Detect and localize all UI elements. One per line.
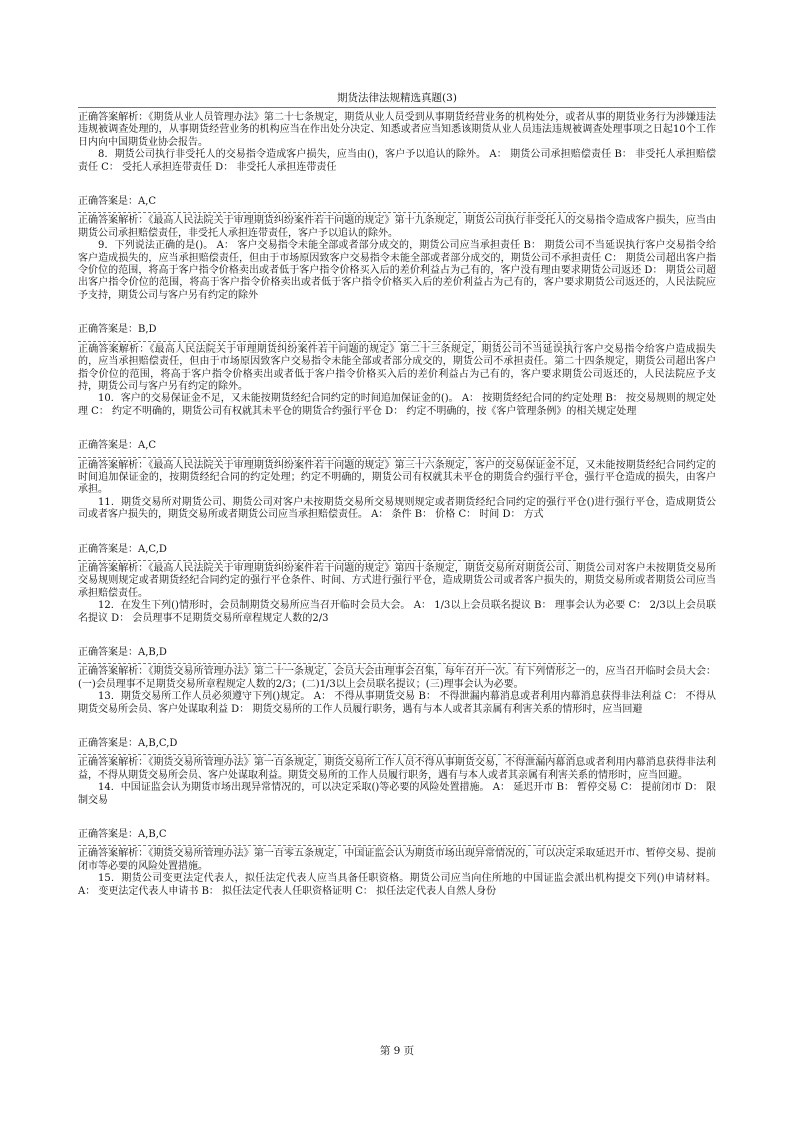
- answer-key: 正确答案是：A,B,C: [78, 829, 167, 841]
- dashed-divider: [78, 754, 578, 755]
- question-item: 14．中国证监会认为期货市场出现异常情况的，可以决定采取()等必要的风险处置措施。 A： 延迟开市 B： 暂停交易 C： 提前闭市 D： 限制交易: [78, 782, 716, 806]
- header-divider: [78, 107, 716, 108]
- dashed-divider: [78, 663, 578, 664]
- question-item: 9．下列说法正确的是()。 A： 客户交易指令未能全部或者部分成交的，期货公司应当承担责任 B： 期货公司不当延误执行客户交易指令给客户造成损失的，应当承担赔偿责任，但由于市场原因致客户交易指令未能全部或者部分成交的，期货公司不承担责任 C： 期货公司超出客户指令价位的范围，将高于客户指令价格卖出或者低于客户指令价格买入后的差价利益占为己有的，客户没有理由要求期货公司返还 D： 期货公司超出客户指令价位的范围，将高于客户指令价格卖出或者低于客户指令价格买入后的差价利益占为己有的，客户要求期货公司返还的，人民法院应予支持，期货公司与客户另有约定的除外: [78, 240, 716, 301]
- answer-explanation: 正确答案解析：《最高人民法院关于审理期货纠纷案件若干问题的规定》第二十三条规定，期货公司不当延误执行客户交易指令给客户造成损失的，应当承担赔偿责任，但由于市场原因致客户交易指令未能全部或者部分成交的，期货公司不承担责任。第二十四条规定，期货公司超出客户指令价位的范围，将高于客户指令价格卖出或者低于客户指令价格买入后的差价利益占为己有的，客户要求期货公司返还的，人民法院应予支持，期货公司与客户另有约定的除外。: [78, 343, 716, 392]
- answer-explanation: 正确答案解析：《最高人民法院关于审理期货纠纷案件若干问题的规定》第三十六条规定，客户的交易保证金不足，又未能按期货经纪合同约定的时间追加保证金的，按期货经纪合同的约定处理；约定不明确的，期货公司有权就其未平仓的期货合约强行平仓，强行平仓造成的损失，由客户承担。: [78, 459, 716, 496]
- answer-explanation: 正确答案解析：《期货交易所管理办法》第二十一条规定，会员大会由理事会召集，每年召开一次。有下列情形之一的，应当召开临时会员大会：(一)会员理事不足期货交易所章程规定人数的2/3；(二)1/3以上会员联名提议；(三)理事会认为必要。: [78, 666, 716, 690]
- question-item: 13．期货交易所工作人员必须遵守下列()规定。 A： 不得从事期货交易 B： 不得泄漏内幕消息或者利用内幕消息获得非法利益 C： 不得从期货交易所会员、客户处谋取利益 D： 期货交易所的工作人员履行职务，遇有与本人或者其亲属有利害关系的情形时，应当回避: [78, 691, 716, 715]
- question-item: 11．期货交易所对期货公司、期货公司对客户未按期货交易所交易规则规定或者期货经纪合同约定的强行平仓()进行强行平仓，造成期货公司或者客户损失的，期货交易所或者期货公司应当承担赔偿责任。 A： 条件 B： 价格 C： 时间 D： 方式: [78, 496, 716, 521]
- answer-key: 正确答案是：A,C: [78, 440, 157, 452]
- answer-key: 正确答案是：B,D: [78, 324, 157, 336]
- question-item: 10．客户的交易保证金不足，又未能按期货经纪合同约定的时间追加保证金的()。 A： 按期货经纪合同的约定处理 B： 按交易规则的规定处理 C： 约定不明确的，期货公司有权就其未平仓的期货合约强行平仓 D： 约定不明确的，按《客户管理条例》的相关规定处理: [78, 393, 716, 417]
- question-item: 15．期货公司变更法定代表人，拟任法定代表人应当具备任职资格。期货公司应当向住所地的中国证监会派出机构提交下列()申请材料。 A： 变更法定代表人申请书 B： 拟任法定代表人任职资格证明 C： 拟任法定代表人自然人身份: [78, 873, 716, 897]
- answer-key: 正确答案是：A,B,D: [78, 647, 167, 658]
- page-title: 期货法律法规精选真题(3): [337, 92, 457, 104]
- dashed-divider: [78, 560, 578, 561]
- question-item: 12．在发生下列()情形时，会员制期货交易所应当召开临时会员大会。 A： 1/3以上会员联名提议 B： 理事会认为必要 C： 2/3以上会员联名提议 D： 会员理事不足期货交易所章程规定人数的2/3: [78, 600, 716, 624]
- answer-explanation: 正确答案解析：《期货从业人员管理办法》第二十七条规定，期货从业人员受到从事期货经营业务的机构处分，或者从事的期货业务行为涉嫌违法违规被调查处理的，从事期货经营业务的机构应当在作出处分决定、知悉或者应当知悉该期货从业人员违法违规被调查处理事项之日起10个工作日内向中国期货业协会报告。: [78, 112, 716, 148]
- page-number: 第 9 页: [379, 1045, 415, 1057]
- page-body: [78, 112, 716, 898]
- dashed-divider: [78, 845, 578, 846]
- question-item: 8．期货公司执行非受托人的交易指令造成客户损失，应当由()，客户予以追认的除外。 A： 期货公司承担赔偿责任 B： 非受托人承担赔偿责任 C： 受托人承担连带责任 D： 非受托人承担连带责任: [78, 149, 716, 173]
- answer-key: 正确答案是：A,C,D: [78, 543, 167, 555]
- dashed-divider: [78, 212, 578, 213]
- answer-explanation: 正确答案解析：《期货交易所管理办法》第一百条规定，期货交易所工作人员不得从事期货交易，不得泄漏内幕消息或者利用内幕消息获得非法利益，不得从期货交易所会员、客户处谋取利益。期货交易所的工作人员履行职务，遇有与本人或者其亲属有利害关系的情形时，应当回避。: [78, 757, 716, 781]
- answer-explanation: 正确答案解析：《最高人民法院关于审理期货纠纷案件若干问题的规定》第四十条规定，期货交易所对期货公司、期货公司对客户未按期货交易所交易规则规定或者期货经纪合同约定的强行平仓条件、时间、方式进行强行平仓，造成期货公司或者客户损失的，期货交易所或者期货公司应当承担赔偿责任。: [78, 562, 716, 599]
- answer-key: 正确答案是：A,B,C,D: [78, 738, 178, 750]
- answer-explanation: 正确答案解析：《最高人民法院关于审理期货纠纷案件若干问题的规定》第十九条规定，期货公司执行非受托人的交易指令造成客户损失，应当由期货公司承担赔偿责任，非受托人承担连带责任，客户予以追认的除外。: [78, 215, 716, 239]
- answer-explanation: 正确答案解析：《期货交易所管理办法》第一百零五条规定，中国证监会认为期货市场出现异常情况的，可以决定采取延迟开市、暂停交易、提前闭市等必要的风险处置措施。: [78, 848, 716, 872]
- dashed-divider: [78, 457, 578, 458]
- answer-key: 正确答案是：A,C: [78, 196, 157, 208]
- dashed-divider: [78, 341, 578, 342]
